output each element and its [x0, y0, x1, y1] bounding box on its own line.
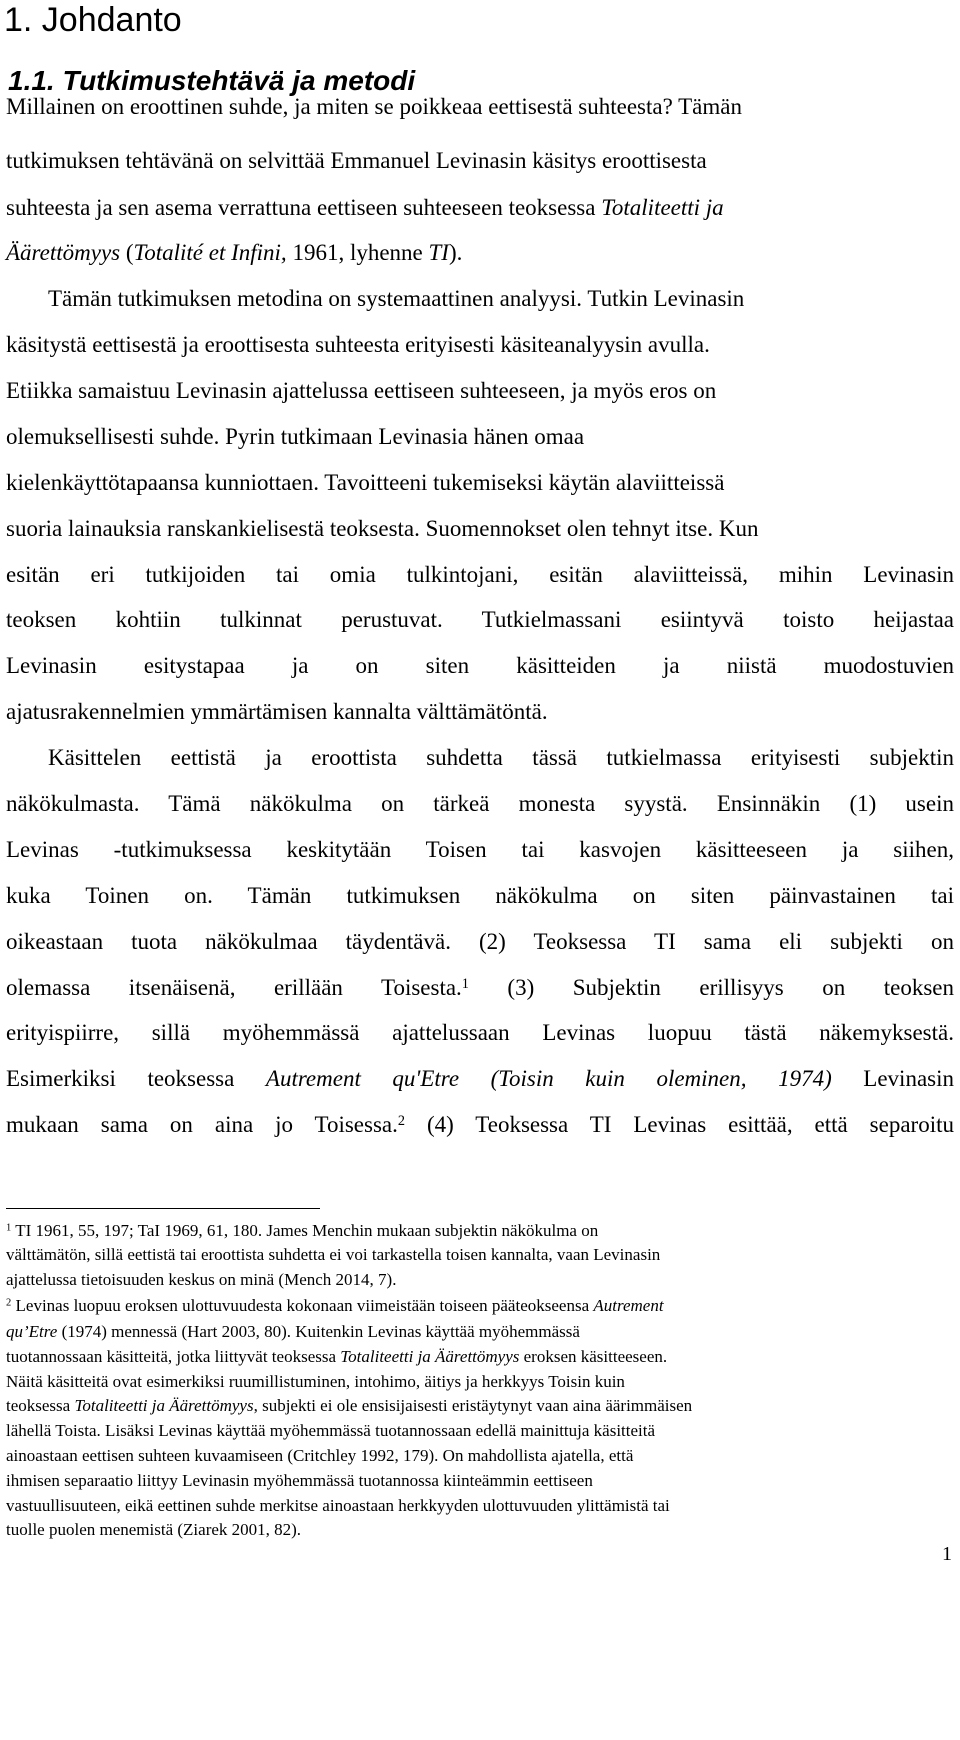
- text-line: kielenkäyttötapaansa kunniottaen. Tavoitteeni tukemiseksi käytän alaviitteissä: [6, 470, 725, 495]
- footnote-line: Näitä käsitteitä ovat esimerkiksi ruumillistuminen, intohimo, äitiys ja herkkyys Toisin kuin: [6, 1372, 625, 1391]
- text-line: käsitystä eettisestä ja eroottisesta suhteesta erityisesti käsiteanalyysin avulla.: [6, 332, 710, 357]
- text-line: suoria lainauksia ranskankielisestä teoksesta. Suomennokset olen tehnyt itse. Kun: [6, 516, 759, 541]
- footnote-2: $^2$ Levinas luopuu eroksen ulottuvuudesta kokonaan viimeistään toiseen pääteokseensa Autrement: [6, 1296, 664, 1315]
- footnote-line: teoksessa Totaliteetti ja Äärettömyys, subjekti ei ole ensisijaisesti eristäytynyt vaan aina äärimmäisen: [6, 1396, 693, 1415]
- text-line: olemuksellisesti suhde. Pyrin tutkimaan Levinasia hänen omaa: [6, 424, 585, 449]
- page-number: 1: [942, 1543, 952, 1565]
- text-line: Käsittelen eettistä ja eroottista suhdetta tässä tutkielmassa erityisesti subjektin: [48, 745, 954, 770]
- footnote-line: välttämätön, sillä eettistä tai eroottista suhdetta ei voi tarkastella toisen kannalta, vaan Levinasin: [6, 1245, 661, 1264]
- footnote-ref-2[interactable]: 2: [397, 1112, 406, 1129]
- footnote-line: ihmisen separaatio liittyy Levinasin myöhemmässä tuotannossa kiinteämmin eettiseen: [6, 1471, 593, 1490]
- footnote-line: tuotannossaan käsitteitä, jotka liittyvät teoksessa Totaliteetti ja Äärettömyys eroksen käsitteeseen.: [6, 1347, 668, 1366]
- text-line: oikeastaan tuota näkökulmaa täydentävä. (2) Teoksessa TI sama eli subjekti on: [6, 929, 954, 954]
- page-title: 1. Johdanto: [4, 1, 182, 39]
- text-line: näkökulmasta. Tämä näkökulma on tärkeä monesta syystä. Ensinnäkin (1) usein: [6, 791, 954, 816]
- text-line: olemassa itsenäisenä, erillään Toisesta.$^1$ (3) Subjektin erillisyys on teoksen: [6, 975, 954, 1000]
- text-line: ajatusrakennelmien ymmärtämisen kannalta välttämätöntä.: [6, 699, 548, 724]
- footnote-line: vastuullisuuteen, eikä eettinen suhde merkitse ainoastaan herkkyyden ulottuvuuden ylittämistä tai: [6, 1496, 670, 1515]
- text-line: tutkimuksen tehtävänä on selvittää Emmanuel Levinasin käsitys eroottisesta: [6, 148, 707, 173]
- text-line: Millainen on eroottinen suhde, ja miten se poikkeaa eettisestä suhteesta? Tämän: [6, 94, 742, 119]
- footnote-line: tuolle puolen menemistä (Ziarek 2001, 82).: [6, 1520, 302, 1539]
- text-line: erityispiirre, sillä myöhemmässä ajattelussaan Levinas luopuu tästä näkemyksestä.: [6, 1020, 954, 1045]
- section-heading: 1.1. Tutkimustehtävä ja metodi: [8, 65, 416, 96]
- text-line: Äärettömyys (Totalité et Infini, 1961, lyhenne TI).: [6, 240, 463, 265]
- footnote-line: lähellä Toista. Lisäksi Levinas käyttää myöhemmässä tuotannossaan edellä mainittuja käsitteitä: [6, 1421, 656, 1440]
- text-line: mukaan sama on aina jo Toisessa.$^2$ (4) Teoksessa TI Levinas esittää, että separoitu: [6, 1112, 954, 1137]
- footnote-1: $^1$ TI 1961, 55, 197; TaI 1969, 61, 180. James Menchin mukaan subjektin näkökulma on: [6, 1221, 599, 1240]
- footnote-divider: [6, 1208, 320, 1209]
- text-line: esitän eri tutkijoiden tai omia tulkintojani, esitän alaviitteissä, mihin Levinasin: [6, 562, 954, 587]
- text-line: teoksen kohtiin tulkinnat perustuvat. Tutkielmassani esiintyvä toisto heijastaa: [6, 607, 954, 632]
- footnote-line: qu’Etre (1974) mennessä (Hart 2003, 80). Kuitenkin Levinas käyttää myöhemmässä: [6, 1322, 580, 1341]
- text-line: Tämän tutkimuksen metodina on systemaattinen analyysi. Tutkin Levinasin: [48, 286, 745, 311]
- footnote-line: ainoastaan eettisen suhteen kuvaamiseen (Critchley 1992, 179). On mahdollista ajatella, että: [6, 1446, 634, 1465]
- text-line: kuka Toinen on. Tämän tutkimuksen näkökulma on siten päinvastainen tai: [6, 883, 954, 908]
- text-line: Levinas -tutkimuksessa keskitytään Toisen tai kasvojen käsitteeseen ja siihen,: [6, 837, 954, 862]
- text-line: Esimerkiksi teoksessa Autrement qu'Etre (Toisin kuin oleminen, 1974) Levinasin: [6, 1066, 954, 1091]
- footnote-ref-1[interactable]: 1: [461, 975, 469, 992]
- text-line: Etiikka samaistuu Levinasin ajattelussa eettiseen suhteeseen, ja myös eros on: [6, 378, 717, 403]
- text-line: suhteesta ja sen asema verrattuna eettiseen suhteeseen teoksessa Totaliteetti ja: [6, 195, 724, 220]
- text-line: Levinasin esitystapaa ja on siten käsitteiden ja niistä muodostuvien: [6, 653, 954, 678]
- footnote-line: ajattelussa tietoisuuden keskus on minä (Mench 2014, 7).: [6, 1270, 397, 1289]
